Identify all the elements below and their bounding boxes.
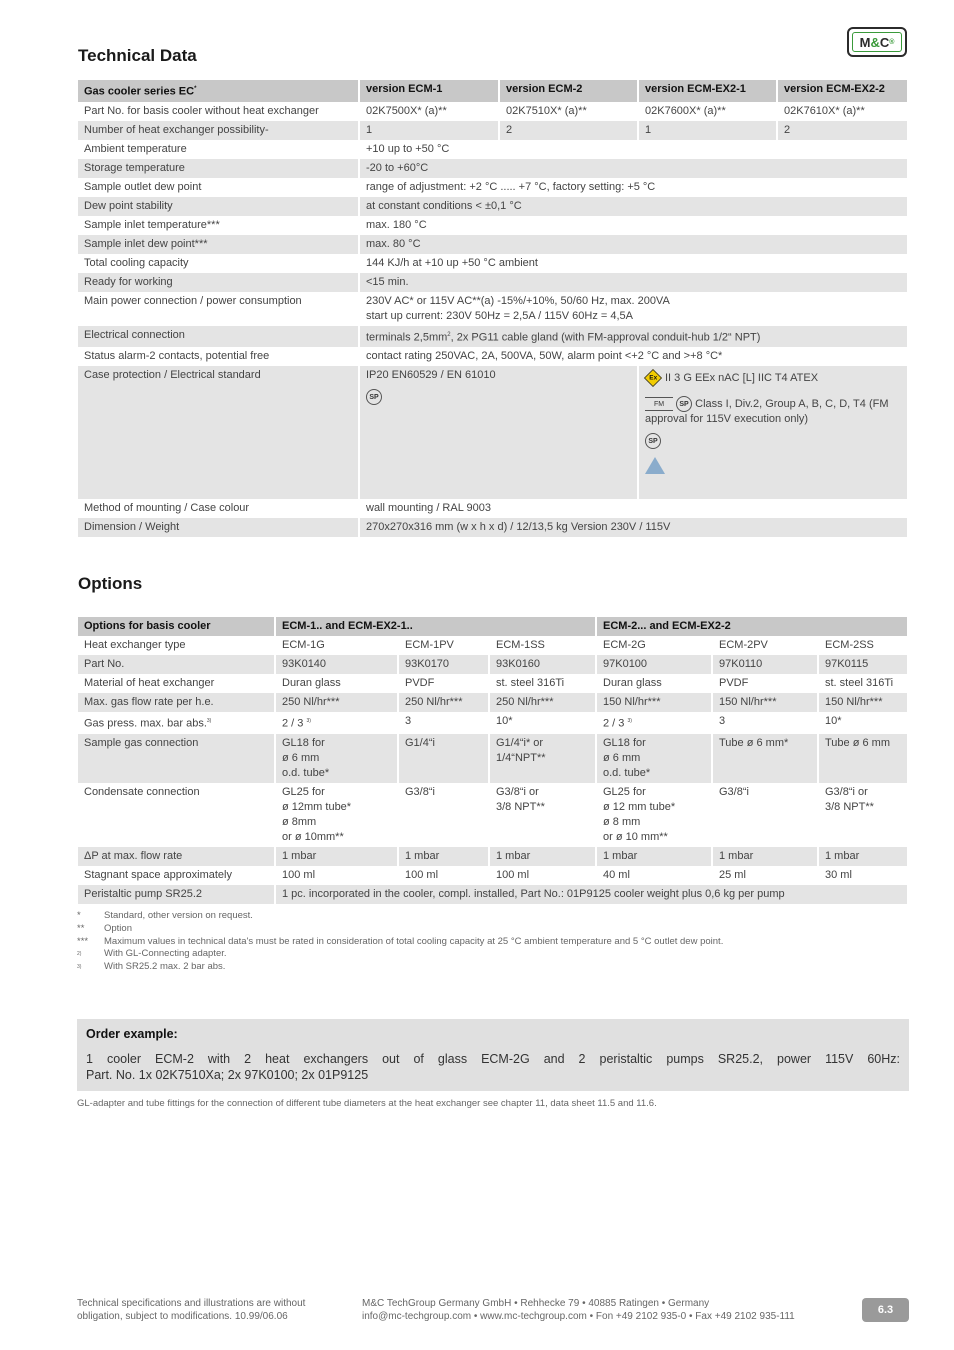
cell-text: G1/4“i (405, 736, 435, 749)
tech-header-cell: version ECM-EX2-1 (638, 80, 777, 102)
cell-text: 250 Nl/hr*** (282, 696, 340, 708)
footnote (77, 923, 907, 936)
tech-row-label: Case protection / Electrical standard (78, 366, 359, 499)
label-text: Stagnant space approximately (84, 868, 232, 881)
case-right-cell (638, 366, 907, 499)
footnote-key: * (77, 910, 81, 921)
options-row-label (78, 783, 275, 847)
tech-row (78, 178, 907, 197)
options-row-cell (596, 674, 712, 693)
options-row-cell (398, 674, 489, 693)
options-row-cell (275, 783, 398, 847)
csa-icon-row (645, 433, 901, 449)
options-row-cell (275, 674, 398, 693)
footnote-text: Maximum values in technical data's must be rated in consideration of total cooling capacity at 25 °C ambient temperature and 5 °C outlet dew point. (104, 935, 724, 947)
options-row-cell (596, 866, 712, 885)
options-row-label (78, 636, 275, 655)
footnote (77, 936, 907, 949)
options-row-cell (275, 712, 398, 734)
cell-text: G3/8“i or 3/8 NPT** (496, 785, 545, 813)
options-header-cell: Options for basis cooler (78, 617, 275, 636)
options-row (78, 655, 907, 674)
cell-text: ECM-1PV (405, 639, 454, 651)
case-ip-standard: IP20 EN60529 / EN 61010 (366, 369, 496, 382)
options-row-label (78, 847, 275, 866)
footnote-text: Standard, other version on request. (104, 910, 253, 921)
options-row-value: 1 pc. incorporated in the cooler, compl. installed, Part No.: 01P9125 cooler weight plus 0,6 kg per pump (275, 885, 907, 904)
options-row-cell (818, 847, 907, 866)
cell-text: 1 mbar (405, 849, 440, 862)
tech-row-value (359, 326, 907, 348)
tech-row-value (359, 178, 907, 197)
options-row-cell (712, 712, 818, 734)
tech-row-value (359, 235, 907, 254)
footer-address: M&C TechGroup Germany GmbH • Rehhecke 79 • 40885 Ratingen • Germany (362, 1298, 710, 1309)
tech-row-label: Status alarm-2 contacts, potential free (78, 347, 359, 366)
tech-row-value (359, 292, 907, 326)
options-row (78, 674, 907, 693)
atex-ex-icon (644, 369, 662, 387)
options-row-cell (712, 783, 818, 847)
cell-text: st. steel 316Ti (496, 677, 565, 689)
options-row-cell (712, 655, 818, 674)
logo-reg: ® (889, 38, 895, 46)
footnote-text: With SR25.2 max. 2 bar abs. (104, 961, 226, 973)
label-text: Part No. (84, 658, 125, 670)
fm-approved-icon: FM (645, 397, 673, 411)
tech-row (78, 140, 907, 159)
value-line: +10 up to +50 °C (366, 142, 450, 155)
options-row-label (78, 885, 275, 904)
options-row (78, 712, 907, 734)
value-line: start up current: 230V 50Hz = 2,5A / 115V 60Hz = 4,5A (366, 309, 634, 322)
options-row-cell (596, 847, 712, 866)
options-row-cell (398, 866, 489, 885)
cell-text: PVDF (405, 677, 435, 689)
tech-row (78, 273, 907, 292)
options-row-cell (489, 636, 596, 655)
options-row-cell (398, 847, 489, 866)
label-text: ΔP at max. flow rate (84, 849, 183, 862)
cell-text: Duran glass (603, 677, 662, 689)
tech-header-label: Gas cooler series EC (84, 85, 195, 98)
options-row-cell (596, 693, 712, 712)
cell-text: 40 ml (603, 868, 630, 881)
value-sup: 2 (447, 331, 451, 338)
options-row-cell (818, 636, 907, 655)
footnote (77, 948, 907, 961)
tech-row (78, 159, 907, 178)
options-row-cell (275, 693, 398, 712)
cell-text: 1 mbar (282, 849, 317, 862)
cell-text: 1 mbar (719, 849, 754, 862)
cell-text: Tube ø 6 mm (825, 736, 890, 749)
tech-row-value (359, 197, 907, 216)
tech-row-cell: 02K7600X* (a)** (638, 102, 777, 121)
footnote (77, 910, 907, 923)
options-row-cell (489, 866, 596, 885)
page-number-badge: 6.3 (862, 1298, 909, 1322)
cell-text: 1 mbar (603, 849, 638, 862)
label-text: Sample gas connection (84, 736, 199, 749)
options-header-cell: ECM-1.. and ECM-EX2-1.. (275, 617, 596, 636)
order-example-text (86, 1051, 900, 1083)
cell-text: ECM-2PV (719, 639, 768, 651)
options-table (78, 617, 907, 904)
cell-text: ECM-2SS (825, 639, 874, 651)
value-line: max. 80 °C (366, 237, 421, 250)
tech-header-cell: version ECM-EX2-2 (777, 80, 907, 102)
tech-row-label: Number of heat exchanger possibility- (78, 121, 359, 140)
options-row-cell (596, 734, 712, 783)
tech-row-label: Total cooling capacity (78, 254, 359, 273)
options-row-cell (712, 734, 818, 783)
tech-row-cell: 2 (499, 121, 638, 140)
tech-row (78, 499, 907, 518)
cell-text: 10* (496, 715, 513, 727)
footnote-key: ** (77, 922, 85, 934)
tech-row-label: Dew point stability (78, 197, 359, 216)
footer-disclaimer-line2: obligation, subject to modifications. 10.99/06.06 (77, 1311, 288, 1322)
value-line: range of adjustment: +2 °C ..... +7 °C, factory setting: +5 °C (366, 180, 656, 193)
footnote-key: *** (77, 935, 89, 947)
tech-row (78, 254, 907, 273)
tech-row-cell: 1 (359, 121, 499, 140)
options-row (78, 866, 907, 885)
csa-icon (366, 389, 631, 405)
value-line: 270x270x316 mm (w x h x d) / 12/13,5 kg Version 230V / 115V (366, 521, 671, 534)
cell-text: 100 ml (282, 868, 316, 881)
atex-ex-text: Ex (649, 374, 658, 382)
cell-text: 250 Nl/hr*** (496, 696, 554, 708)
technical-data-table (78, 80, 907, 537)
options-row-cell (596, 783, 712, 847)
cell-text: 150 Nl/hr*** (719, 696, 777, 708)
cell-text: GL18 for ø 6 mm o.d. tube* (282, 736, 330, 779)
label-text: Gas press. max. bar abs. (84, 717, 207, 730)
cell-text: 100 ml (405, 868, 439, 881)
options-header-cell: ECM-2... and ECM-EX2-2 (596, 617, 907, 636)
cell-text: GL25 for ø 12mm tube* ø 8mm or ø 10mm** (282, 785, 352, 843)
label-sup: 3) (206, 718, 212, 724)
footnote-text: With GL-Connecting adapter. (104, 948, 227, 960)
tech-header-cell: version ECM-2 (499, 80, 638, 102)
atex-line (645, 370, 901, 386)
technical-data-title: Technical Data (78, 46, 197, 65)
value-line: 144 KJ/h at +10 up +50 °C ambient (366, 256, 538, 269)
tech-row (78, 292, 907, 326)
cell-text: 2 / 3 (282, 717, 307, 730)
options-row-cell (398, 712, 489, 734)
value-line: -20 to +60°C (366, 161, 429, 174)
options-header-row (78, 617, 907, 636)
cell-text: 100 ml (496, 868, 530, 881)
value-part: terminals 2,5mm (366, 331, 448, 344)
tech-row (78, 347, 907, 366)
options-row (78, 734, 907, 783)
cell-text: 30 ml (825, 868, 852, 881)
options-title: Options (78, 574, 143, 593)
options-row (78, 783, 907, 847)
order-example-line2: Part. No. 1x 02K7510Xa; 2x 97K0100; 2x 01P9125 (86, 1068, 369, 1082)
tech-row-label: Main power connection / power consumption (78, 292, 359, 326)
tech-row-cell: 1 (638, 121, 777, 140)
csa-icon-glyph: SP (366, 389, 382, 405)
options-row-label (78, 866, 275, 885)
cell-text: GL18 for ø 6 mm o.d. tube* (603, 736, 651, 779)
label-text: Condensate connection (84, 785, 200, 798)
options-row-cell (596, 636, 712, 655)
logo-amp: & (870, 34, 880, 50)
options-row-cell (275, 636, 398, 655)
tech-row (78, 235, 907, 254)
cell-text: 1 mbar (825, 849, 860, 862)
fm-text: Class I, Div.2, Group A, B, C, D, T4 (FM approval for 115V execution only) (645, 398, 889, 426)
tech-row-value (359, 273, 907, 292)
tech-row (78, 197, 907, 216)
tech-row-label: Electrical connection (78, 326, 359, 348)
tech-row-label: Storage temperature (78, 159, 359, 178)
tech-row-value (359, 140, 907, 159)
cell-text: PVDF (719, 677, 749, 689)
footnote-key: 2) (77, 951, 82, 958)
options-row-label (78, 655, 275, 674)
tech-row (78, 518, 907, 537)
tech-row-cell: 02K7500X* (a)** (359, 102, 499, 121)
cell-sup: 3) (306, 718, 311, 724)
order-example-box (77, 1019, 909, 1091)
options-row-cell (398, 783, 489, 847)
tech-row-label: Ambient temperature (78, 140, 359, 159)
options-row-cell (712, 866, 818, 885)
options-row-cell (489, 734, 596, 783)
tech-header-row (78, 80, 907, 102)
cell-text: 25 ml (719, 868, 746, 881)
tuv-icon-row (645, 457, 901, 479)
options-row-cell (489, 693, 596, 712)
cell-text: 93K0170 (405, 658, 450, 670)
tech-row-label: Part No. for basis cooler without heat exchanger (78, 102, 359, 121)
options-row-cell (398, 655, 489, 674)
options-row-cell (818, 783, 907, 847)
options-row-cell (489, 847, 596, 866)
options-row-cell (275, 866, 398, 885)
value-line: <15 min. (366, 275, 409, 288)
cell-text: GL25 for ø 12 mm tube* ø 8 mm or ø 10 mm** (603, 785, 676, 843)
tech-row-label: Sample outlet dew point (78, 178, 359, 197)
logo-m: M (859, 34, 871, 50)
footnote-text: Option (104, 922, 132, 934)
options-row-cell (596, 712, 712, 734)
options-row-cell (712, 693, 818, 712)
label-text: Max. gas flow rate per h.e. (84, 696, 214, 708)
options-row-cell (489, 783, 596, 847)
cell-text: 93K0160 (496, 658, 541, 670)
footer-contact-info: info@mc-techgroup.com • www.mc-techgroup.com • Fon +49 2102 935-0 • Fax +49 2102 935-111 (362, 1311, 795, 1322)
options-row-cell (818, 693, 907, 712)
cell-text: 150 Nl/hr*** (603, 696, 661, 708)
cell-text: ECM-2G (603, 639, 646, 651)
label-text: Heat exchanger type (84, 639, 186, 651)
tech-header-sup: * (194, 86, 197, 92)
options-row-cell (275, 734, 398, 783)
options-row-cell (818, 734, 907, 783)
tech-row-value (359, 216, 907, 235)
options-row-cell (275, 655, 398, 674)
value-line: wall mounting / RAL 9003 (366, 502, 491, 515)
options-row-cell (398, 734, 489, 783)
tech-row-value (359, 254, 907, 273)
options-row-cell (712, 674, 818, 693)
tech-row-label: Dimension / Weight (78, 518, 359, 537)
tech-row-label: Sample inlet temperature*** (78, 216, 359, 235)
value-part: , 2x PG11 cable gland (with FM-approval conduit-hub 1/2“ NPT) (450, 331, 761, 344)
order-example-line1: 1 cooler ECM-2 with 2 heat exchangers out of glass ECM-2G and 2 peristaltic pumps SR25.2, power 115V 60Hz: (86, 1052, 900, 1066)
footer-disclaimer-line1: Technical specifications and illustrations are without (77, 1298, 306, 1309)
tech-row-case-protection (78, 366, 907, 499)
case-left-cell (359, 366, 638, 499)
tech-row (78, 216, 907, 235)
tech-row-label: Method of mounting / Case colour (78, 499, 359, 518)
options-row-cell (596, 655, 712, 674)
tech-row-label: Ready for working (78, 273, 359, 292)
options-row-label (78, 734, 275, 783)
options-row (78, 693, 907, 712)
footnote-key: 3) (77, 964, 82, 971)
cell-text: G3/8“i (405, 785, 435, 798)
adapter-note: GL-adapter and tube fittings for the connection of different tube diameters at the heat exchanger see chapter 11, data sheet 11.5 and 11.6. (77, 1098, 657, 1109)
options-row-cell (712, 636, 818, 655)
tech-row-value (359, 518, 907, 537)
cell-sup: 3) (627, 718, 632, 724)
footnote (77, 961, 907, 974)
options-row-label (78, 693, 275, 712)
csa-icon: SP (645, 433, 661, 449)
footnotes (77, 910, 907, 974)
cell-text: Tube ø 6 mm* (719, 736, 789, 749)
cell-text: 93K0140 (282, 658, 327, 670)
order-example-title: Order example: (86, 1027, 178, 1041)
options-row (78, 636, 907, 655)
cell-text: Duran glass (282, 677, 341, 689)
options-row-cell (818, 655, 907, 674)
tech-row-value (359, 347, 907, 366)
tech-header-cell: version ECM-1 (359, 80, 499, 102)
options-row-cell (489, 674, 596, 693)
tech-row-value (359, 499, 907, 518)
atex-text: II 3 G EEx nAC [L] IIC T4 ATEX (665, 371, 819, 384)
logo-c: C (879, 34, 890, 50)
tech-row-cell: 02K7610X* (a)** (777, 102, 907, 121)
fm-line (645, 396, 901, 427)
cell-text: ECM-1SS (496, 639, 545, 651)
cell-text: st. steel 316Ti (825, 677, 894, 689)
cell-text: 2 / 3 (603, 717, 628, 730)
cell-text: 97K0110 (719, 658, 763, 670)
csa-icon: SP (676, 396, 692, 412)
value-line: 230V AC* or 115V AC**(a) -15%/+10%, 50/60 Hz, max. 200VA (366, 294, 670, 307)
tech-row-label: Sample inlet dew point*** (78, 235, 359, 254)
options-row-cell (398, 693, 489, 712)
footer-contact (362, 1297, 795, 1323)
cell-text: 97K0115 (825, 658, 869, 670)
options-row (78, 885, 907, 904)
mc-logo-inner (852, 32, 902, 52)
mc-logo (847, 27, 907, 57)
label-text: Material of heat exchanger (84, 677, 215, 689)
cell-text: G3/8“i or 3/8 NPT** (825, 785, 874, 813)
cell-text: 10* (825, 715, 842, 727)
cell-text: 150 Nl/hr*** (825, 696, 883, 708)
tuv-triangle-icon (645, 457, 665, 474)
options-row-cell (712, 847, 818, 866)
tech-row (78, 326, 907, 348)
cell-text: 1 mbar (496, 849, 531, 862)
tech-row-cell: 02K7510X* (a)** (499, 102, 638, 121)
cell-text: ECM-1G (282, 639, 325, 651)
tech-row-cell: 2 (777, 121, 907, 140)
tech-row (78, 121, 907, 140)
options-row-label (78, 674, 275, 693)
options-row-label (78, 712, 275, 734)
cell-text: G3/8“i (719, 785, 749, 798)
cell-text: 3 (405, 715, 412, 727)
options-row (78, 847, 907, 866)
cell-text: 3 (719, 715, 726, 727)
tech-row (78, 102, 907, 121)
tech-header-cell (78, 80, 359, 102)
cell-text: G1/4“i* or 1/4“NPT** (496, 736, 546, 764)
tech-row-value (359, 159, 907, 178)
options-row-cell (489, 712, 596, 734)
value-line: max. 180 °C (366, 218, 427, 231)
options-row-cell (489, 655, 596, 674)
options-row-cell (818, 712, 907, 734)
options-row-cell (398, 636, 489, 655)
options-row-cell (275, 847, 398, 866)
options-row-cell (818, 866, 907, 885)
cell-text: 97K0100 (603, 658, 648, 670)
footer-disclaimer (77, 1297, 305, 1323)
cell-text: 250 Nl/hr*** (405, 696, 463, 708)
label-text: Peristaltic pump SR25.2 (84, 887, 202, 900)
options-row-cell (818, 674, 907, 693)
value-line: contact rating 250VAC, 2A, 500VA, 50W, alarm point <+2 °C and >+8 °C* (366, 350, 723, 363)
value-line: at constant conditions < ±0,1 °C (366, 199, 522, 212)
